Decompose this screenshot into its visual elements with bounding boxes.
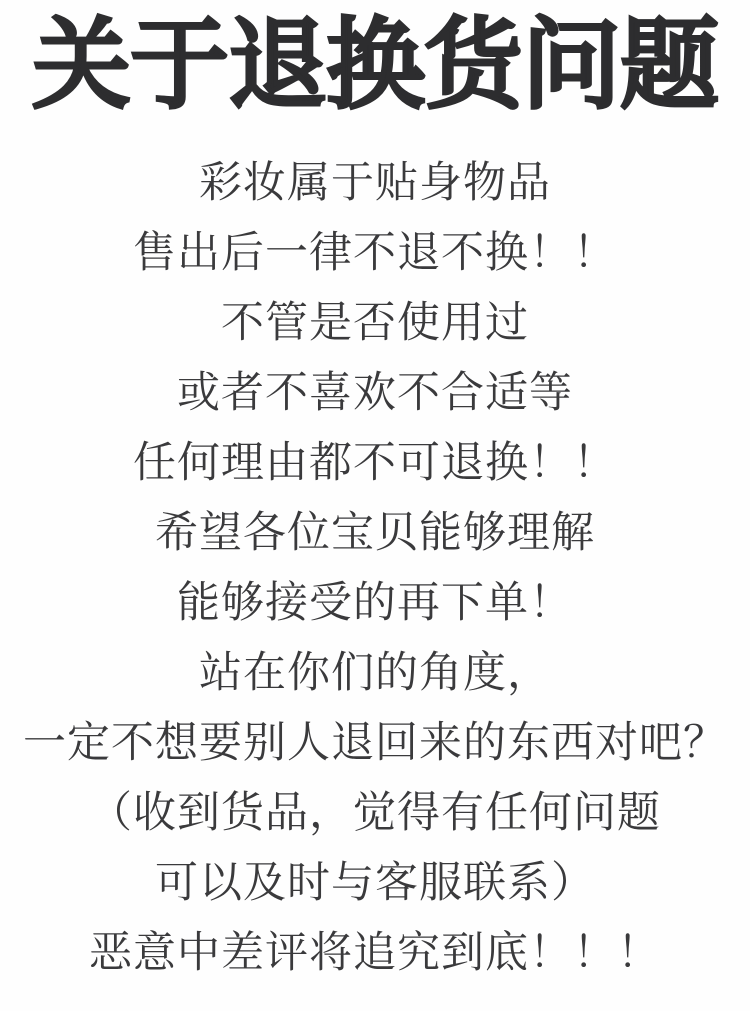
policy-line-8: 站在你们的角度， bbox=[199, 649, 551, 697]
notice-title: 关于退换货问题 bbox=[32, 9, 718, 120]
policy-line-4: 或者不喜欢不合适等 bbox=[177, 369, 573, 417]
policy-line-11: 可以及时与客服联系） bbox=[155, 859, 595, 907]
policy-line-6: 希望各位宝贝能够理解 bbox=[155, 509, 595, 557]
policy-line-10: （收到货品，觉得有任何问题 bbox=[89, 789, 661, 837]
policy-line-5: 任何理由都不可退换！！ bbox=[133, 439, 617, 487]
policy-line-7: 能够接受的再下单！ bbox=[177, 579, 573, 627]
notice-body bbox=[0, 148, 750, 988]
policy-line-1: 彩妆属于贴身物品 bbox=[199, 159, 551, 207]
policy-line-9: 一定不想要别人退回来的东西对吧？ bbox=[23, 719, 727, 767]
policy-line-2: 售出后一律不退不换！！ bbox=[133, 229, 617, 277]
policy-line-12: 恶意中差评将追究到底！！！ bbox=[89, 929, 661, 977]
policy-line-3: 不管是否使用过 bbox=[221, 299, 529, 347]
